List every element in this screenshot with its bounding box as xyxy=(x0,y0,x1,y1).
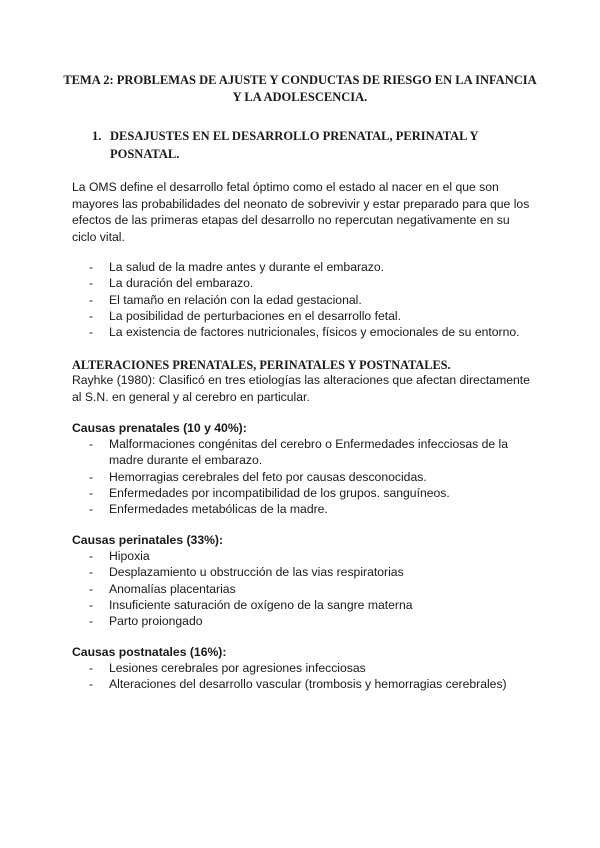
perinatal-heading: Causas perinatales (33%): xyxy=(72,533,224,547)
perinatal-list xyxy=(72,548,542,629)
list-item: - Hemorragias cerebrales del feto por causas desconocidas. xyxy=(89,469,427,484)
factors-list xyxy=(72,259,542,340)
prenatal-heading: Causas prenatales (10 y 40%): xyxy=(72,421,247,435)
title-line-1: TEMA 2: PROBLEMAS DE AJUSTE Y CONDUCTAS DE RIESGO EN LA INFANCIA xyxy=(63,73,537,87)
list-item: - La existencia de factores nutricionales, físicos y emocionales de su entorno. xyxy=(89,325,520,340)
list-item: - El tamaño en relación con la edad gestacional. xyxy=(89,292,362,307)
section-number: 1. xyxy=(92,129,102,143)
list-item: - Insuficiente saturación de oxígeno de la sangre materna xyxy=(89,597,413,612)
list-item: - Alteraciones del desarrollo vascular (trombosis y hemorragias cerebrales) xyxy=(89,677,507,692)
list-item: - Hipoxia xyxy=(89,549,150,563)
intro-paragraph: La OMS define el desarrollo fetal óptimo como el estado al nacer en el que son mayores las probabilidades del neonato de sobrevivir y estar preparado para que los efectos de las primeras etapas del desarrollo no repercutan negativamente en su ciclo vital. xyxy=(72,180,530,244)
list-item: - Anomalías placentarias xyxy=(89,581,236,596)
section-title: DESAJUSTES EN EL DESARROLLO PRENATAL, PERINATAL Y POSNATAL. xyxy=(110,129,479,161)
list-item: - Enfermedades por incompatibilidad de los grupos. sanguíneos. xyxy=(89,485,450,500)
list-item: - Enfermedades metabólicas de la madre. xyxy=(89,502,328,517)
list-item: - La duración del embarazo. xyxy=(89,276,254,291)
rayhke-paragraph: Rayhke (1980): Clasificó en tres etiologías las alteraciones que afectan directamente al S.N. en general y al cerebro en particular. xyxy=(72,373,530,404)
title-line-2: Y LA ADOLESCENCIA. xyxy=(232,90,368,104)
postnatal-list xyxy=(72,660,542,693)
postnatal-heading: Causas postnatales (16%): xyxy=(72,645,227,659)
alterations-heading: ALTERACIONES PRENATALES, PERINATALES Y POSTNATALES. xyxy=(72,358,451,372)
list-item: - Desplazamiento u obstrucción de las vias respiratorias xyxy=(89,565,404,580)
list-item: - Malformaciones congénitas del cerebro o Enfermedades infecciosas de la madre durante el embarazo. xyxy=(89,437,509,468)
list-item: - Lesiones cerebrales por agresiones infecciosas xyxy=(89,661,366,675)
list-item: - La posibilidad de perturbaciones en el desarrollo fetal. xyxy=(89,308,402,323)
document-title xyxy=(60,72,540,106)
prenatal-list xyxy=(72,436,542,517)
list-item: - Parto proiongado xyxy=(89,614,203,629)
list-item: - La salud de la madre antes y durante el embarazo. xyxy=(89,260,385,274)
